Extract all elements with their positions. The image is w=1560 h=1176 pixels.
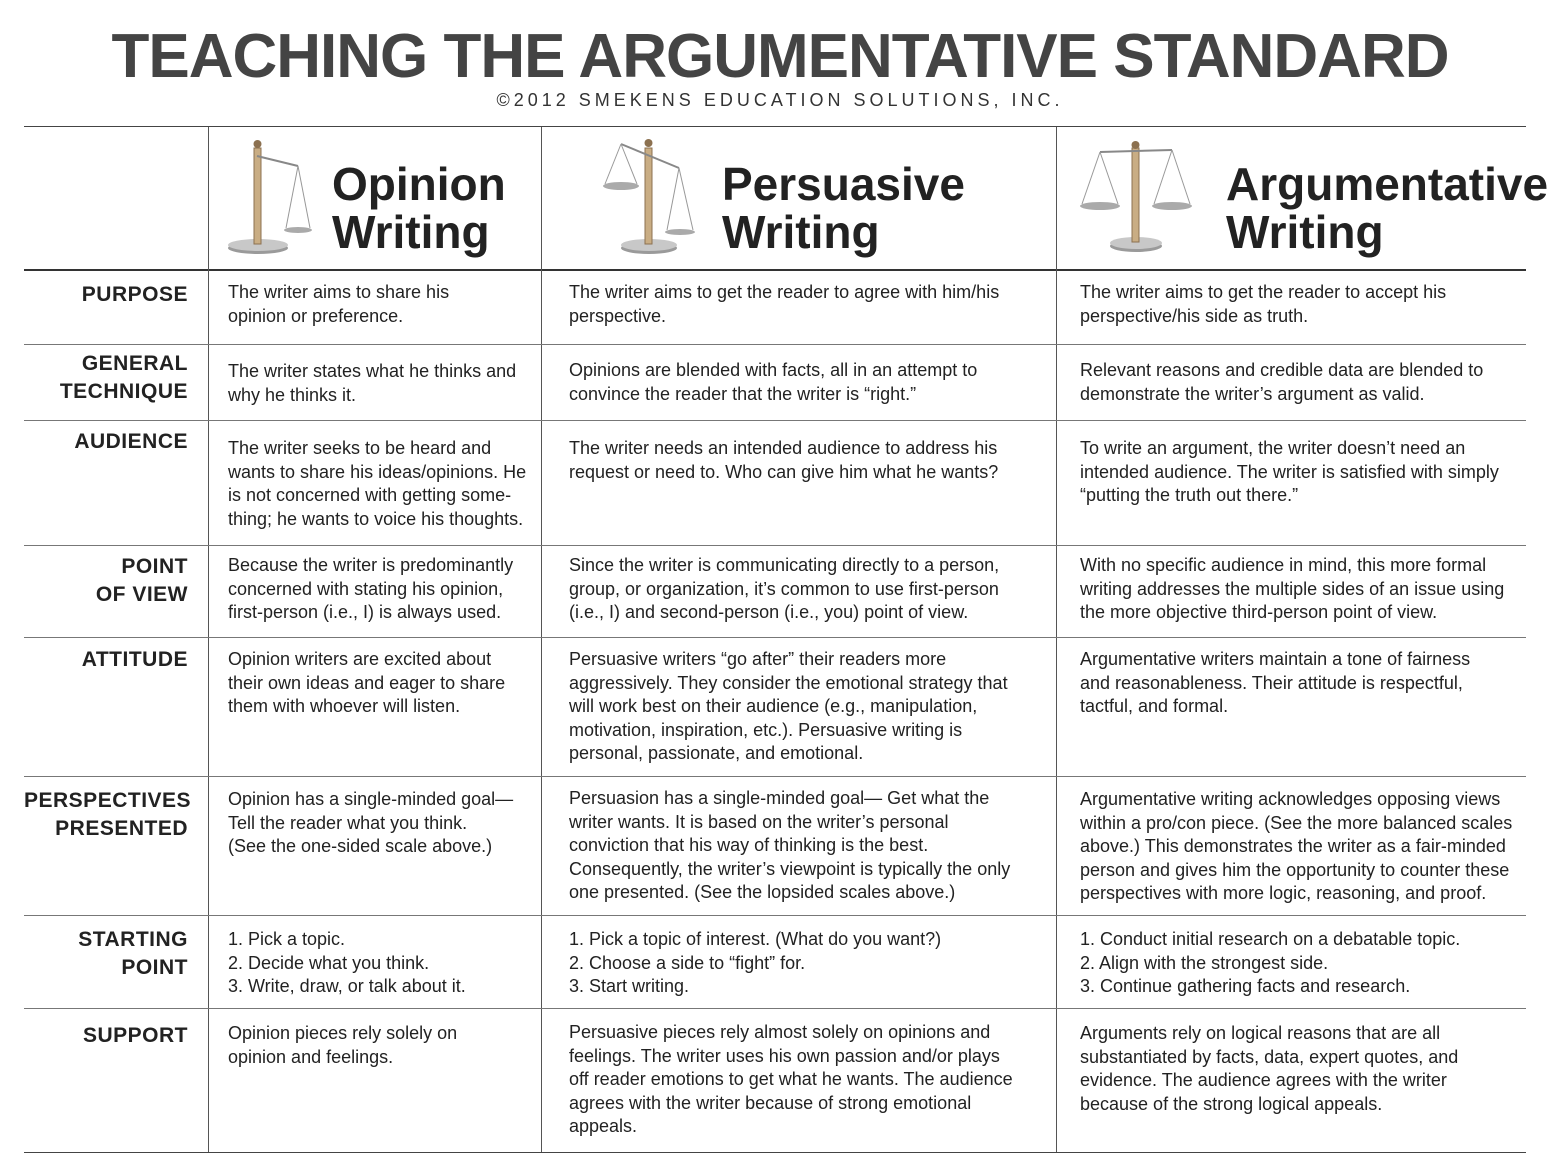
cell-purpose-argumentative [1080, 281, 1526, 328]
cell-line: Opinion has a single-minded goal— [228, 789, 514, 809]
cell-line: agrees with the writer because of strong emotional [569, 1092, 972, 1113]
cell-support-argumentative [1080, 1022, 1526, 1116]
cell-line: one presented. (See the lopsided scales above.) [569, 882, 956, 902]
cell-line: them with whoever will listen. [228, 696, 461, 716]
top-rule [24, 126, 1526, 127]
cell-line: Opinion pieces rely solely on [228, 1023, 458, 1043]
cell-perspectives-opinion [228, 788, 528, 859]
column-title-line-2: Writing [722, 206, 880, 258]
cell-line: 2. Choose a side to “fight” for. [569, 952, 806, 973]
cell-line: group, or organization, it’s common to use first-person [569, 578, 999, 599]
cell-audience-persuasive [569, 437, 1039, 484]
cell-technique-opinion [228, 360, 528, 407]
cell-line: Persuasive writers “go after” their readers more [569, 649, 947, 669]
cell-line: The writer aims to get the reader to agree with him/his [569, 282, 1000, 302]
cell-line: Consequently, the writer’s viewpoint is typically the only [569, 858, 1011, 879]
cell-audience-opinion [228, 437, 528, 531]
cell-technique-argumentative [1080, 359, 1526, 406]
cell-line: Arguments rely on logical reasons that are all [1080, 1023, 1441, 1043]
row-divider [24, 545, 1526, 546]
cell-line: substantiated by facts, data, expert quotes, and [1080, 1046, 1459, 1067]
cell-line: perspective/his side as truth. [1080, 305, 1309, 326]
copyright-line: ©2012 SMEKENS EDUCATION SOLUTIONS, INC. [496, 90, 1064, 110]
row-label-line: PURPOSE [81, 283, 188, 306]
cell-line: The writer seeks to be heard and [228, 438, 492, 458]
row-label-line: GENERAL [81, 352, 188, 375]
lopsided-scale-icon [601, 134, 701, 260]
cell-line: the more objective third-person point of view. [1080, 602, 1438, 622]
cell-line: Opinions are blended with facts, all in an attempt to [569, 360, 978, 380]
row-divider [24, 915, 1526, 916]
cell-line: aggressively. They consider the emotional strategy that [569, 672, 1008, 693]
row-label-line: STARTING [78, 928, 188, 951]
cell-line: off reader emotions to get what he wants. The audience [569, 1069, 1013, 1089]
column-title-line-1: Opinion [332, 158, 506, 210]
one-sided-scale-icon [226, 136, 312, 260]
cell-line: Because the writer is predominantly [228, 555, 514, 575]
cell-line: is not concerned with getting some- [228, 485, 512, 505]
row-label-line: TECHNIQUE [59, 380, 188, 403]
bottom-rule [24, 1152, 1526, 1153]
column-title-line-1: Argumentative [1226, 158, 1549, 210]
row-divider [24, 1008, 1526, 1009]
cell-line: evidence. The audience agrees with the writer [1080, 1070, 1447, 1090]
page-title: TEACHING THE ARGUMENTATIVE STANDARD [111, 22, 1449, 91]
cell-line: Tell the reader what you think. [228, 812, 468, 833]
cell-audience-argumentative [1080, 437, 1526, 508]
cell-starting-persuasive [569, 928, 1039, 999]
cell-line: person and gives him the opportunity to counter these [1080, 859, 1510, 880]
cell-line: wants to share his ideas/opinions. He [228, 461, 527, 482]
cell-line: will work best on their audience (e.g., manipulation, [569, 696, 978, 716]
balanced-scale-icon [1074, 140, 1198, 258]
row-divider [24, 776, 1526, 777]
cell-line: first-person (i.e., I) is always used. [228, 602, 502, 622]
cell-purpose-opinion [228, 281, 528, 328]
row-label-line: SUPPORT [82, 1024, 188, 1047]
cell-line: concerned with stating his opinion, [228, 578, 504, 599]
column-title-argumentative [1226, 160, 1548, 256]
row-divider [24, 344, 1526, 345]
column-title-line-1: Persuasive [722, 158, 965, 210]
cell-attitude-opinion [228, 648, 528, 719]
cell-line: feelings. The writer uses his own passion and/or plays [569, 1045, 1000, 1066]
row-divider [24, 637, 1526, 638]
row-label-purpose [24, 281, 188, 309]
cell-pov-argumentative [1080, 554, 1526, 625]
column-title-line-2: Writing [332, 206, 490, 258]
row-label-line: PERSPECTIVES [24, 789, 192, 812]
row-label-audience [24, 428, 188, 456]
cell-line: personal, passionate, and emotional. [569, 743, 864, 763]
cell-line: conviction that his way of thinking is the best. [569, 835, 929, 855]
cell-line: demonstrate the writer’s argument as valid. [1080, 383, 1425, 404]
row-label-line: AUDIENCE [74, 430, 188, 453]
cell-line: request or need to. Who can give him what he wants? [569, 461, 999, 482]
cell-line: opinion and feelings. [228, 1046, 394, 1067]
cell-pov-persuasive [569, 554, 1039, 625]
cell-line: (See the one-sided scale above.) [228, 836, 493, 856]
cell-line: Persuasive pieces rely almost solely on opinions and [569, 1022, 991, 1042]
column-head-persuasive [541, 130, 1056, 268]
cell-line: tactful, and formal. [1080, 696, 1229, 716]
cell-attitude-persuasive [569, 648, 1039, 766]
row-label-line: POINT [121, 555, 188, 578]
cell-line: their own ideas and eager to share [228, 672, 506, 693]
cell-line: The writer aims to get the reader to accept his [1080, 282, 1447, 302]
row-label-line: ATTITUDE [81, 648, 188, 671]
column-title-persuasive [722, 160, 965, 256]
row-label-perspectives [24, 787, 192, 843]
cell-line: Since the writer is communicating directly to a person, [569, 555, 1000, 575]
row-label-line: POINT [121, 956, 188, 979]
column-head-opinion [208, 130, 541, 268]
cell-pov-opinion [228, 554, 528, 625]
cell-support-persuasive [569, 1021, 1039, 1139]
cell-line: perspective. [569, 305, 667, 326]
column-divider [1056, 127, 1057, 1152]
cell-line: 2. Decide what you think. [228, 952, 430, 973]
cell-line: (i.e., I) and second-person (i.e., you) point of view. [569, 602, 969, 622]
column-head-argumentative [1056, 130, 1549, 268]
cell-line: and reasonableness. Their attitude is respectful, [1080, 672, 1463, 693]
cell-line: 2. Align with the strongest side. [1080, 952, 1329, 973]
cell-perspectives-persuasive [569, 787, 1039, 905]
cell-line: To write an argument, the writer doesn’t need an [1080, 438, 1466, 458]
cell-technique-persuasive [569, 359, 1039, 406]
cell-line: 3. Start writing. [569, 976, 690, 996]
cell-line: perspectives with more logic, reasoning, and proof. [1080, 883, 1487, 903]
row-label-point-of-view [24, 553, 188, 609]
cell-purpose-persuasive [569, 281, 1039, 328]
cell-line: 3. Write, draw, or talk about it. [228, 976, 466, 996]
header-rule [24, 269, 1526, 271]
cell-line: Argumentative writing acknowledges opposing views [1080, 789, 1501, 809]
column-title-opinion [332, 160, 506, 256]
cell-line: because of the strong logical appeals. [1080, 1093, 1383, 1114]
cell-line: 1. Pick a topic. [228, 929, 346, 949]
column-title-line-2: Writing [1226, 206, 1384, 258]
row-divider [24, 420, 1526, 421]
cell-line: 1. Pick a topic of interest. (What do you want?) [569, 929, 942, 949]
cell-line: With no specific audience in mind, this more formal [1080, 555, 1487, 575]
cell-line: intended audience. The writer is satisfied with simply [1080, 461, 1499, 482]
row-label-starting-point [24, 926, 188, 982]
cell-line: Argumentative writers maintain a tone of fairness [1080, 649, 1471, 669]
row-label-general-technique [24, 350, 188, 406]
cell-line: 1. Conduct initial research on a debatable topic. [1080, 929, 1461, 949]
cell-line: Opinion writers are excited about [228, 649, 492, 669]
row-label-attitude [24, 646, 188, 674]
cell-line: opinion or preference. [228, 305, 404, 326]
cell-line: 3. Continue gathering facts and research. [1080, 976, 1411, 996]
cell-line: convince the reader that the writer is “right.” [569, 383, 917, 404]
cell-line: motivation, inspiration, etc.). Persuasive writing is [569, 719, 963, 740]
cell-line: within a pro/con piece. (See the more balanced scales [1080, 812, 1513, 833]
cell-line: The writer states what he thinks and [228, 361, 517, 381]
cell-line: thing; he wants to voice his thoughts. [228, 508, 524, 529]
row-label-support [24, 1022, 188, 1050]
cell-line: above.) This demonstrates the writer as a fair-minded [1080, 836, 1506, 856]
row-label-line: PRESENTED [55, 817, 188, 840]
column-divider [208, 127, 209, 1152]
column-divider [541, 127, 542, 1152]
cell-line: why he thinks it. [228, 384, 357, 405]
cell-line: appeals. [569, 1116, 638, 1136]
cell-line: The writer aims to share his [228, 282, 450, 302]
cell-support-opinion [228, 1022, 528, 1069]
cell-starting-argumentative [1080, 928, 1526, 999]
cell-line: The writer needs an intended audience to address his [569, 438, 998, 458]
cell-starting-opinion [228, 928, 528, 999]
cell-line: “putting the truth out there.” [1080, 485, 1299, 505]
cell-line: writing addresses the multiple sides of an issue using [1080, 578, 1505, 599]
row-label-line: OF VIEW [95, 583, 188, 606]
cell-line: Persuasion has a single-minded goal— Get what the [569, 788, 990, 808]
cell-line: writer wants. It is based on the writer’s personal [569, 811, 949, 832]
cell-perspectives-argumentative [1080, 788, 1526, 906]
cell-attitude-argumentative [1080, 648, 1526, 719]
cell-line: Relevant reasons and credible data are blended to [1080, 360, 1484, 380]
